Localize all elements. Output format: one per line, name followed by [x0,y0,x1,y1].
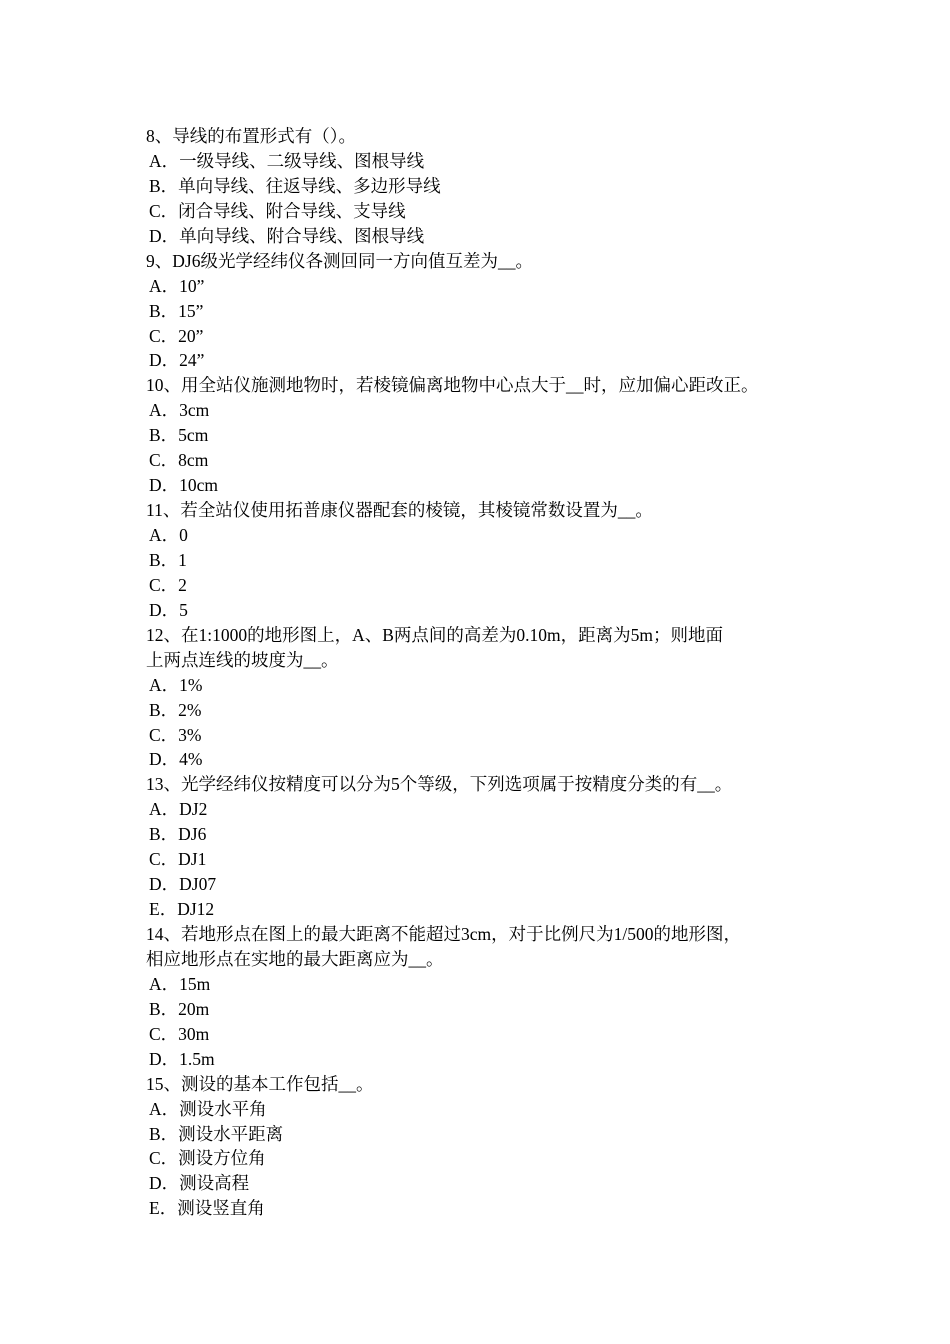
option-b: B．单向导线、往返导线、多边形导线 [149,175,441,196]
question-block [146,124,816,249]
question-text: 10、用全站仪施测地物时，若棱镜偏离地物中心点大于__时，应加偏心距改正。 [146,375,759,396]
question-list [146,124,816,1221]
option-a: A．10” [149,275,205,296]
question-block [146,1072,816,1222]
option-a: A．15m [149,973,211,994]
option-c: C．测设方位角 [149,1148,266,1169]
question-text-line-1: 12、在1:1000的地形图上，A、B两点间的高差为0.10m，距离为5m；则地面 [146,624,724,645]
option-b: B．20m [149,998,210,1019]
option-e: E．测设竖直角 [149,1198,265,1219]
option-a: A．3cm [149,400,210,421]
question-block [146,498,816,623]
question-block [146,249,816,374]
option-c: C．DJ1 [149,849,207,870]
question-text: 9、DJ6级光学经纬仪各测回同一方向值互差为__。 [146,250,533,271]
option-a: A．1% [149,674,203,695]
question-text-line-2: 上两点连线的坡度为__。 [146,649,339,670]
question-block [146,772,816,922]
question-text: 13、光学经纬仪按精度可以分为5个等级，下列选项属于按精度分类的有__。 [146,774,733,795]
option-c: C．3% [149,724,202,745]
option-d: D．单向导线、附合导线、图根导线 [149,225,425,246]
option-d: D．10cm [149,475,219,496]
option-c: C．2 [149,574,187,595]
option-d: D．24” [149,350,205,371]
question-block [146,373,816,498]
option-d: D．4% [149,749,203,770]
question-block [146,623,816,773]
option-a: A．测设水平角 [149,1098,267,1119]
option-b: B．2% [149,699,202,720]
option-c: C．30m [149,1023,210,1044]
option-a: A．DJ2 [149,799,208,820]
option-d: D．DJ07 [149,874,217,895]
question-text: 15、测设的基本工作包括__。 [146,1073,374,1094]
option-d: D．5 [149,599,188,620]
question-text-line-2: 相应地形点在实地的最大距离应为__。 [146,948,444,969]
option-a: A．一级导线、二级导线、图根导线 [149,150,425,171]
option-d: D．1.5m [149,1048,215,1069]
question-block [146,922,816,1072]
option-b: B．测设水平距离 [149,1123,284,1144]
option-a: A．0 [149,525,188,545]
option-c: C．闭合导线、附合导线、支导线 [149,200,406,221]
option-e: E．DJ12 [149,899,215,920]
option-c: C．20” [149,325,204,346]
option-b: B．1 [149,549,187,570]
option-b: B．5cm [149,425,209,446]
option-b: B．15” [149,300,204,321]
question-text-line-1: 14、若地形点在图上的最大距离不能超过3cm，对于比例尺为1/500的地形图， [146,924,741,944]
option-b: B．DJ6 [149,824,207,845]
question-text: 8、导线的布置形式有（）。 [146,126,356,146]
option-d: D．测设高程 [149,1173,250,1194]
option-c: C．8cm [149,450,209,471]
question-text: 11、若全站仪使用拓普康仪器配套的棱镜，其棱镜常数设置为__。 [146,500,653,521]
